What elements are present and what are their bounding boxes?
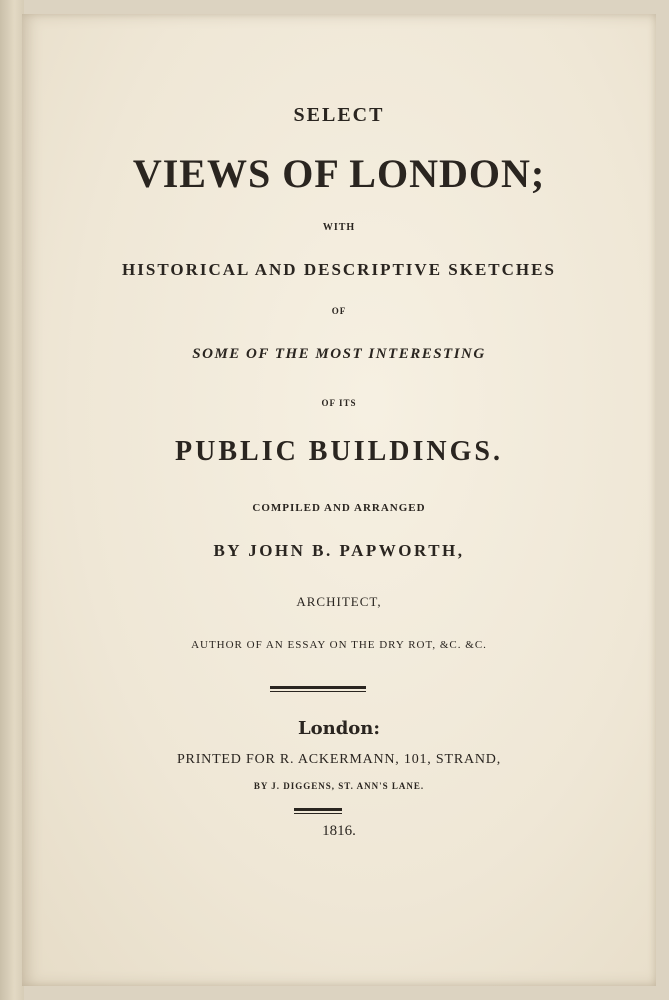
double-rule-divider: [270, 686, 366, 692]
subtitle-public-buildings: PUBLIC BUILDINGS.: [175, 436, 503, 467]
imprint-year: 1816.: [322, 823, 356, 839]
main-title: VIEWS OF LONDON;: [132, 151, 546, 196]
imprint-printer: BY J. DIGGENS, ST. ANN'S LANE.: [253, 781, 425, 791]
subtitle-some: SOME OF THE MOST INTERESTING: [192, 346, 486, 362]
subtitle-with: WITH: [322, 222, 356, 233]
subtitle-of-its: OF ITS: [321, 398, 357, 408]
author-credits: AUTHOR OF AN ESSAY ON THE DRY ROT, &C. &C.: [191, 639, 487, 651]
compiled-line: COMPILED AND ARRANGED: [252, 502, 426, 514]
short-rule-divider: [294, 808, 342, 814]
author-title: ARCHITECT,: [296, 594, 382, 609]
subtitle-historical: HISTORICAL AND DESCRIPTIVE SKETCHES: [122, 260, 556, 279]
book-spine: [0, 0, 24, 1000]
title-select: SELECT: [293, 104, 385, 126]
author-name: BY JOHN B. PAPWORTH,: [213, 541, 465, 560]
subtitle-of: OF: [331, 306, 347, 316]
imprint-city: London:: [297, 718, 381, 739]
imprint-publisher: PRINTED FOR R. ACKERMANN, 101, STRAND,: [176, 752, 502, 767]
